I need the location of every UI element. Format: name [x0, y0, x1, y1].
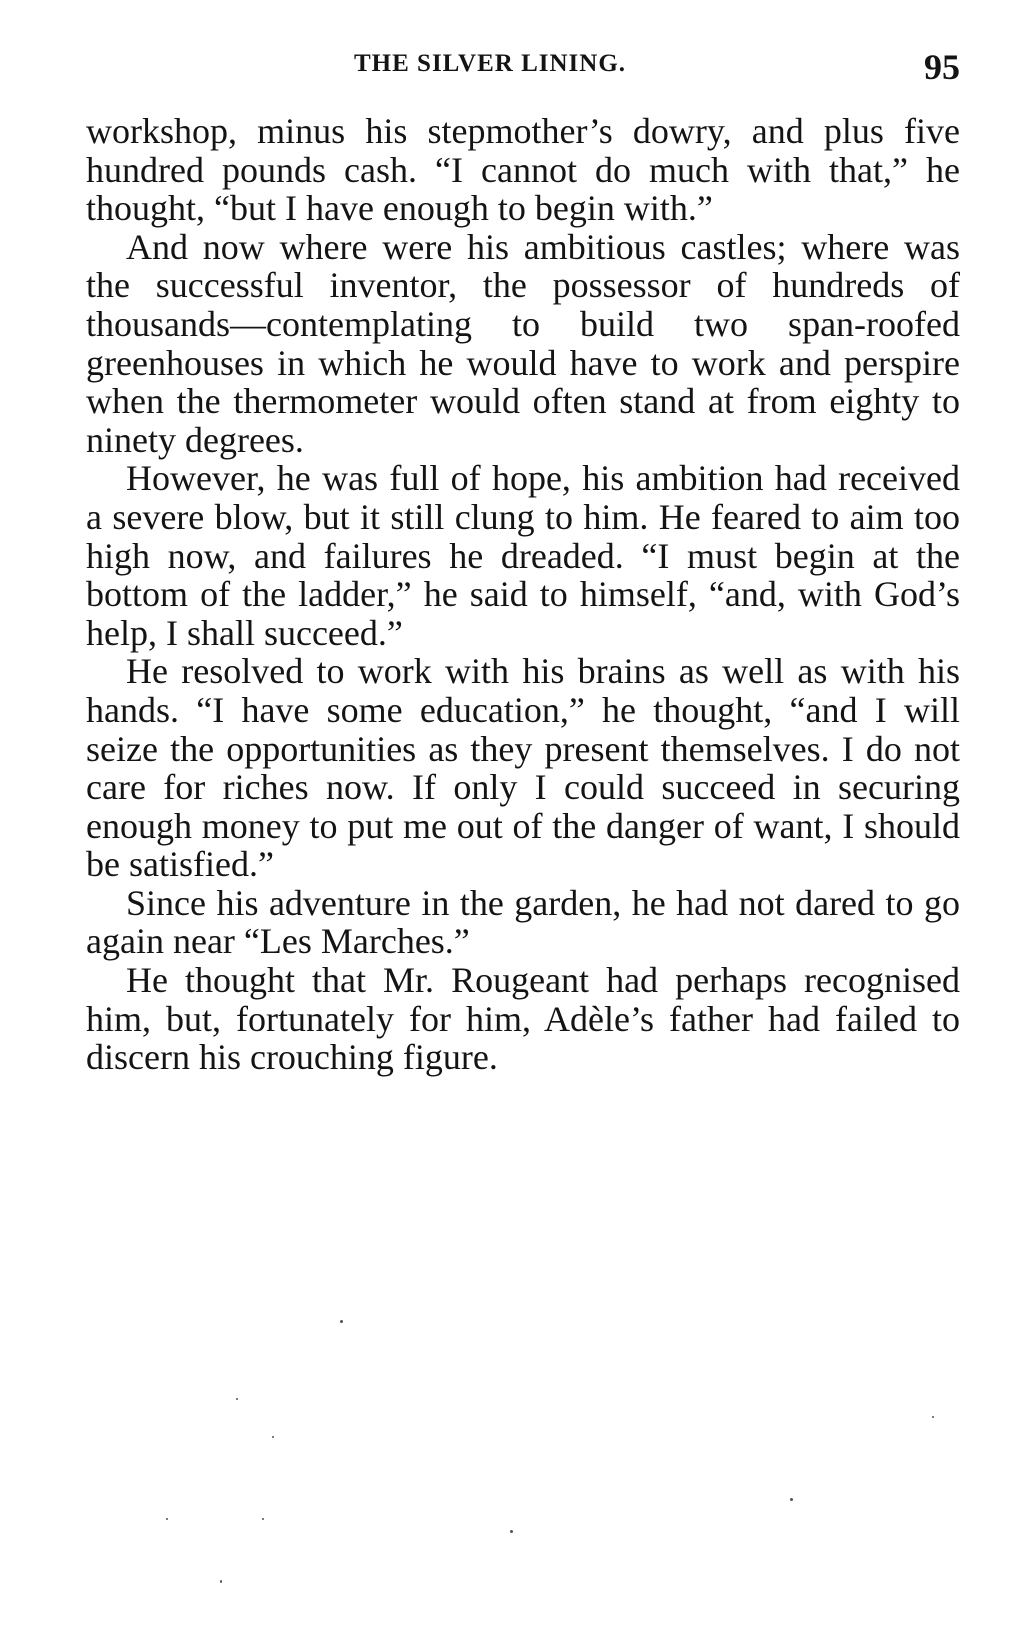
- paragraph-2: And now where were his ambitious castles; where was the successful inventor, the possessor of hundreds of thousands—contemplating to build two span-roofed greenhouses in which he would have to work and perspire when the thermometer would often stand at from eighty to ninety degrees.: [86, 226, 960, 460]
- scan-speck: [790, 1498, 793, 1501]
- scan-speck: [340, 1320, 343, 1323]
- paragraph-1: workshop, minus his stepmother’s dowry, and plus five hundred pounds cash. “I cannot do much with that,” he thought, “but I have enough to begin with.”: [86, 111, 960, 229]
- running-head: [84, 46, 964, 90]
- scan-speck: [220, 1580, 222, 1583]
- page-number: 95: [924, 47, 960, 87]
- scan-speck: [236, 1398, 238, 1400]
- scan-speck: [510, 1530, 513, 1533]
- running-title: THE SILVER LINING.: [354, 50, 627, 77]
- paragraph-3: However, he was full of hope, his ambition had received a severe blow, but it still clung to him. He feared to aim too high now, and failures he dreaded. “I must begin at the bottom of the ladder,” he said to himself, “and, with God’s help, I shall succeed.”: [86, 458, 960, 653]
- scan-speck: [166, 1518, 168, 1520]
- paragraph-4: He resolved to work with his brains as well as with his hands. “I have some education,” he thought, “and I will seize the opportunities as they present themselves. I do not care for riches now. If only I could succeed in securing enough money to put me out of the danger of want, I should be satisfied.”: [86, 651, 960, 885]
- scan-speck: [932, 1416, 934, 1418]
- scan-speck: [272, 1436, 274, 1438]
- scan-speck: [262, 1518, 264, 1520]
- body-text: [86, 112, 960, 1077]
- paragraph-5: Since his adventure in the garden, he had not dared to go again near “Les Marches.”: [86, 882, 960, 962]
- paragraph-6: He thought that Mr. Rougeant had perhaps recognised him, but, fortunately for him, Adèle’s father had failed to discern his crouching figure.: [86, 960, 960, 1078]
